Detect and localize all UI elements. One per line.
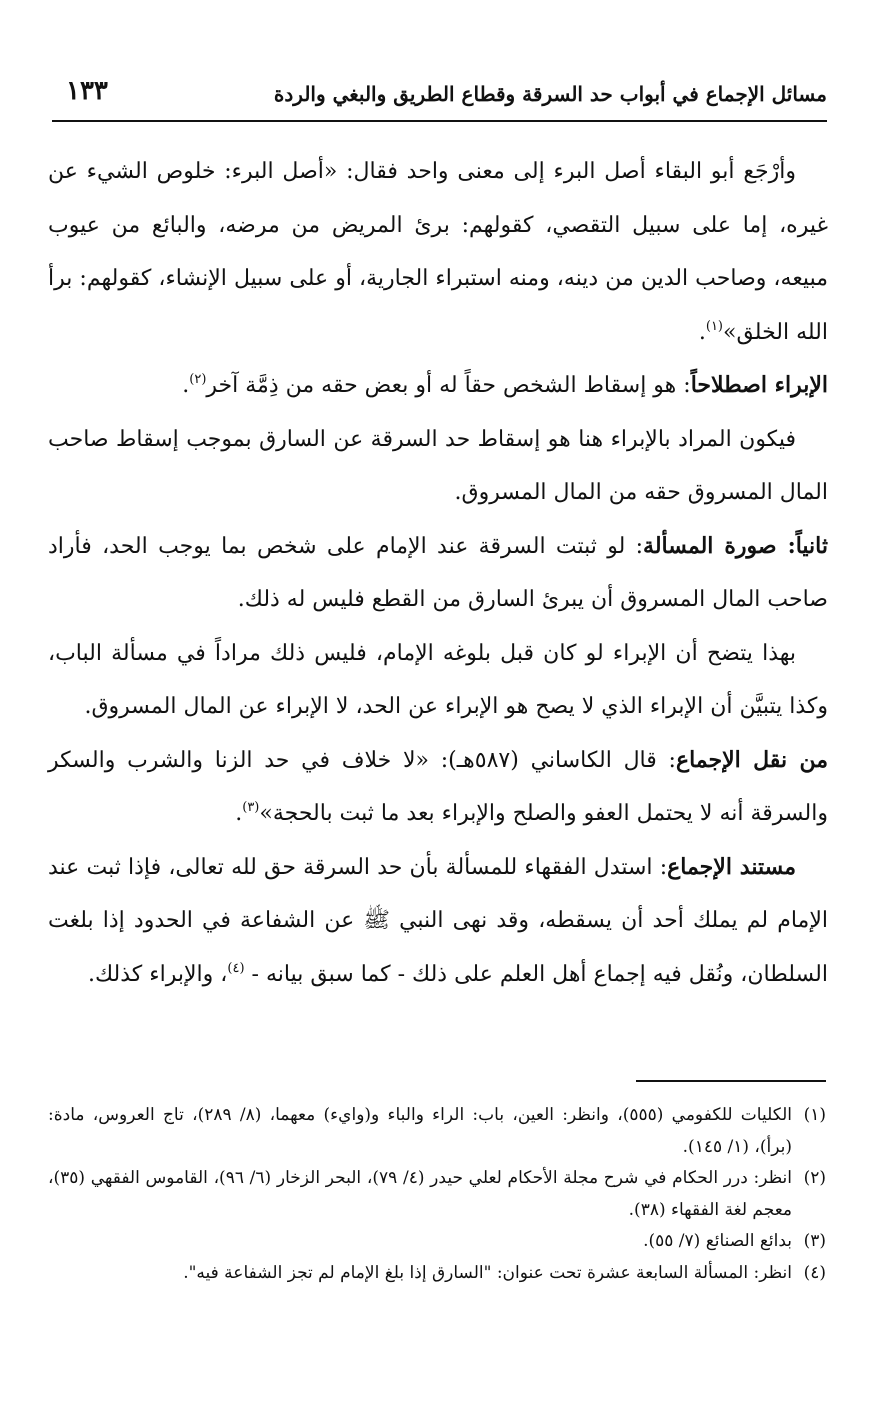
paragraph-consensus-report (48, 734, 828, 841)
footnote-item (48, 1163, 826, 1226)
paragraph-intended-meaning (48, 413, 828, 520)
term-label: من نقل الإجماع (675, 746, 828, 773)
footnote-ref: (٤) (227, 960, 245, 976)
paragraph-end: . (182, 373, 190, 398)
footnote-ref: (٢) (189, 372, 207, 387)
paragraph-clarification (48, 627, 828, 734)
paragraph-consensus-basis (48, 841, 828, 1002)
footnote-number: (٢) (803, 1168, 826, 1188)
footnote-ref: (٣) (242, 800, 260, 815)
page-header (52, 70, 827, 122)
term-label: مستند الإجماع (667, 853, 797, 880)
footnote-number: (٣) (803, 1231, 826, 1251)
footnote-text: بدائع الصنائع (٧/ ٥٥). (643, 1231, 792, 1251)
paragraph-case-form (48, 520, 828, 627)
footnote-text: الكليات للكفومي (٥٥٥)، وانظر: العين، باب: الراء والباء و(واي‌ء) معهما، (٨/ ٢٨٩)، تاج العروس، مادة: (برأ)، (١/ ١٤٥). (48, 1105, 793, 1157)
footnote-text: انظر: المسألة السابعة عشرة تحت عنوان: "السارق إذا بلغ الإمام لم تجز الشفاعة فيه". (183, 1262, 792, 1283)
footnote-number: (١) (803, 1105, 826, 1125)
main-text (48, 145, 828, 1001)
footnote-item (48, 1100, 826, 1163)
paragraph-text: وأرْجَع أبو البقاء أصل البرء إلى معنى واحد فقال: «أصل البرء: خلوص الشيء عن غيره، إما على سبيل التقصي، كقولهم: برئ المريض من مرضه، والبائع من عيوب مبيعه، وصاحب الدين من دينه، ومنه استبراء الجارية، أو على سبيل الإنشاء، كقولهم: برأ الله الخلق» (48, 159, 828, 345)
paragraph-text: فيكون المراد بالإبراء هنا هو إسقاط حد السرقة عن السارق بموجب إسقاط صاحب المال المسروق حقه من المال المسروق. (48, 426, 828, 505)
paragraph-text: : لو ثبتت السرقة عند الإمام على شخص بما يوجب الحد، فأراد صاحب المال المسروق أن يبرئ السارق من القطع فليس له ذلك. (48, 533, 828, 612)
footnotes (48, 1100, 826, 1289)
footnote-text: انظر: درر الحكام في شرح مجلة الأحكام لعلي حيدر (٤/ ٧٩)، البحر الزخار (٦/ ٩٦)، القاموس الفقهي (٣٥)، معجم لغة الفقهاء (٣٨). (48, 1168, 792, 1220)
term-label: الإبراء اصطلاحاً (690, 372, 828, 398)
paragraph-text: : استدل الفقهاء للمسألة بأن حد السرقة حق لله تعالى، فإذا ثبت عند الإمام لم يملك أحد أن يسقطه، وقد نهى النبي ﷺ عن الشفاعة في الحدود إذا بلغت السلطان، ونُقل فيه إجماع أهل العلم على ذلك - كما سبق بيانه - (48, 854, 828, 987)
footnote-item (48, 1258, 826, 1290)
footnote-divider (636, 1080, 826, 1082)
footnote-ref: (١) (705, 318, 723, 334)
paragraph-end: . (698, 319, 706, 345)
paragraph-end: . (235, 801, 243, 826)
paragraph-text: : قال الكاساني (٥٨٧هـ): «لا خلاف في حد الزنا والشرب والسكر والسرقة أنه لا يحتمل العفو والصلح والإبراء بعد ما ثبت بالحجة» (48, 747, 828, 826)
footnote-item (48, 1226, 826, 1258)
paragraph-lexical-definition (48, 145, 828, 359)
paragraph-technical-definition (48, 359, 828, 413)
paragraph-end: ، والإبراء كذلك. (88, 961, 228, 987)
footnote-number: (٤) (803, 1262, 826, 1283)
running-title: مسائل الإجماع في أبواب حد السرقة وقطاع الطريق والبغي والردة (273, 82, 827, 106)
term-label: ثانياً: صورة المسألة (643, 532, 828, 559)
page-number: ١٣٣ (66, 76, 108, 106)
paragraph-text: بهذا يتضح أن الإبراء لو كان قبل بلوغه الإمام، فليس ذلك مراداً في مسألة الباب، وكذا يتبيَّن أن الإبراء الذي لا يصح هو الإبراء عن الحد، لا الإبراء عن المال المسروق. (48, 640, 828, 719)
paragraph-text: : هو إسقاط الشخص حقاً له أو بعض حقه من ذِمَّة آخر (206, 373, 691, 398)
